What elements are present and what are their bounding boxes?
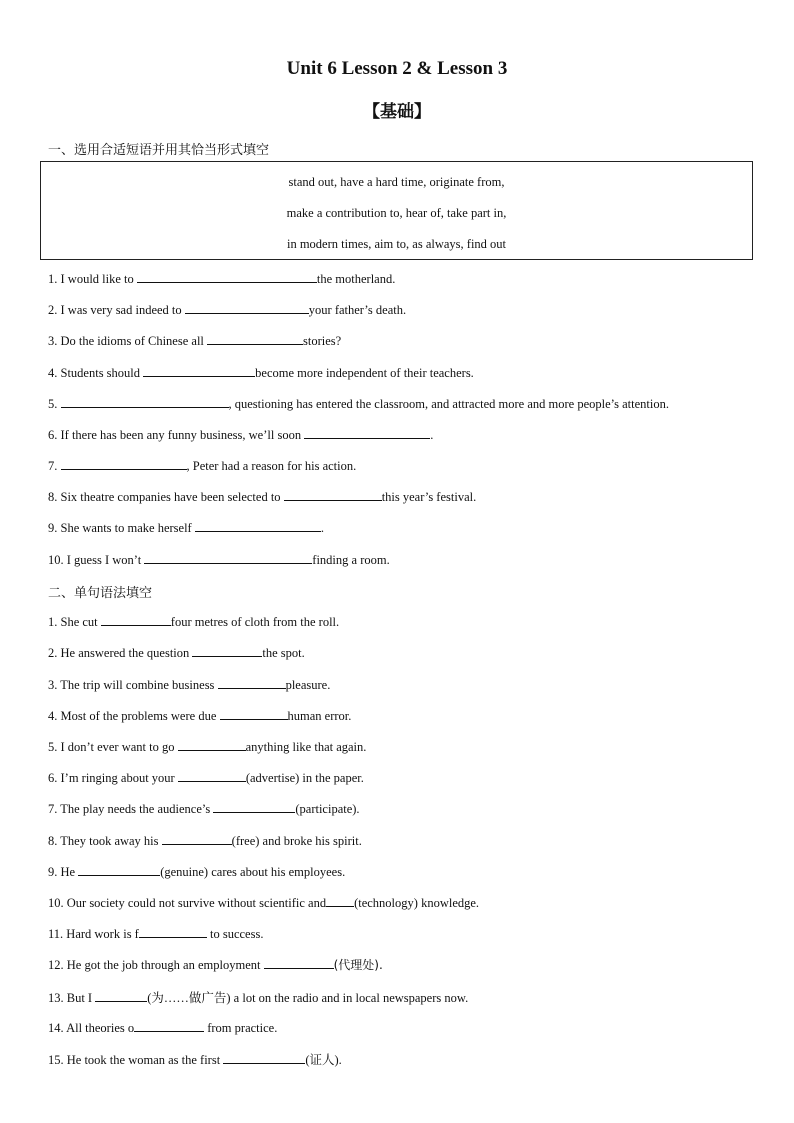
question-text-after: stories?: [303, 334, 342, 348]
question-text-before: The trip will combine business: [60, 678, 218, 692]
question-number: 8.: [48, 834, 58, 848]
question-number: 15.: [48, 1053, 64, 1067]
question-text-before: Hard work is f: [66, 927, 139, 941]
word-box-line: make a contribution to, hear of, take part in,: [286, 206, 507, 220]
question-number: 2.: [48, 646, 58, 660]
answer-blank[interactable]: [137, 270, 317, 283]
answer-blank[interactable]: [207, 332, 303, 345]
answer-blank[interactable]: [185, 301, 309, 314]
question-item: [48, 800, 360, 817]
question-text-after: from practice.: [204, 1021, 278, 1035]
answer-blank[interactable]: [213, 800, 295, 813]
question-item: [48, 457, 356, 474]
word-box: [40, 161, 753, 260]
question-text-after: become more independent of their teachers.: [255, 366, 474, 380]
answer-blank[interactable]: [326, 894, 354, 907]
answer-blank[interactable]: [61, 395, 229, 408]
question-text-after: , questioning has entered the classroom, and attracted more and more people’s attention.: [228, 397, 669, 411]
question-item: [48, 769, 364, 786]
question-number: 7.: [48, 459, 58, 473]
question-number: 6.: [48, 771, 58, 785]
answer-blank[interactable]: [218, 676, 286, 689]
question-text-before: He answered the question: [60, 646, 193, 660]
question-text-before: If there has been any funny business, we’ll soon: [60, 428, 305, 442]
question-number: 3.: [48, 334, 58, 348]
question-text-before: Most of the problems were due: [60, 709, 220, 723]
question-text-before: They took away his: [60, 834, 162, 848]
question-text-after: (participate).: [295, 802, 360, 816]
question-text-before: I guess I won’t: [66, 553, 145, 567]
question-text-after: finding a room.: [312, 553, 390, 567]
question-item: [48, 395, 669, 412]
question-text-after: to success.: [206, 927, 264, 941]
question-text-after: your father’s death.: [308, 303, 407, 317]
answer-blank[interactable]: [195, 519, 321, 532]
page-subtitle: 【基础】: [363, 102, 431, 122]
question-item: [48, 676, 330, 693]
answer-blank[interactable]: [264, 956, 334, 969]
question-text-before: I don’t ever want to go: [60, 740, 178, 754]
question-number: 7.: [48, 802, 58, 816]
question-text-before: The play needs the audience’s: [60, 802, 214, 816]
question-text-before: She wants to make herself: [60, 521, 195, 535]
answer-blank[interactable]: [220, 707, 288, 720]
question-text-after: anything like that again.: [245, 740, 367, 754]
question-number: 10.: [48, 896, 64, 910]
question-item: [48, 1019, 277, 1036]
question-item: [48, 863, 345, 880]
question-text-after: this year’s festival.: [381, 490, 477, 504]
section2-heading: 二、单句语法填空: [48, 586, 153, 601]
question-item: [48, 925, 263, 942]
answer-blank[interactable]: [139, 925, 207, 938]
question-number: 13.: [48, 991, 64, 1005]
question-text-after: the motherland.: [316, 272, 396, 286]
question-item: [48, 707, 351, 724]
question-text-before: I’m ringing about your: [60, 771, 178, 785]
answer-blank[interactable]: [304, 426, 430, 439]
question-text-after: pleasure.: [285, 678, 331, 692]
question-text-after: (证人).: [305, 1053, 342, 1067]
answer-blank[interactable]: [178, 769, 246, 782]
question-number: 8.: [48, 490, 58, 504]
question-item: [48, 364, 474, 381]
question-item: [48, 270, 395, 287]
question-text-before: Do the idioms of Chinese all: [60, 334, 208, 348]
answer-blank[interactable]: [95, 989, 147, 1002]
question-item: [48, 988, 468, 1006]
question-item: [48, 1050, 342, 1068]
question-item: [48, 613, 339, 630]
question-text-before: Six theatre companies have been selected to: [60, 490, 284, 504]
question-item: [48, 488, 476, 505]
question-item: [48, 519, 324, 536]
question-text-after: (technology) knowledge.: [354, 896, 480, 910]
question-text-before: But I: [66, 991, 96, 1005]
question-text-before: Students should: [60, 366, 144, 380]
question-text-after: the spot.: [262, 646, 305, 660]
question-text-before: I would like to: [60, 272, 137, 286]
answer-blank[interactable]: [78, 863, 160, 876]
question-item: [48, 644, 305, 661]
question-text-after: (为……做广告) a lot on the radio and in local newspapers now.: [147, 991, 469, 1005]
answer-blank[interactable]: [134, 1019, 204, 1032]
question-text-after: human error.: [287, 709, 352, 723]
question-text-after: (genuine) cares about his employees.: [160, 865, 346, 879]
question-text-before: Our society could not survive without scientific and: [66, 896, 327, 910]
question-number: 5.: [48, 740, 58, 754]
question-text-before: All theories o: [66, 1021, 135, 1035]
question-number: 3.: [48, 678, 58, 692]
question-number: 14.: [48, 1021, 64, 1035]
question-text-after: , Peter had a reason for his action.: [186, 459, 357, 473]
question-number: 5.: [48, 397, 58, 411]
answer-blank[interactable]: [223, 1051, 305, 1064]
question-number: 6.: [48, 428, 58, 442]
answer-blank[interactable]: [178, 738, 246, 751]
question-item: [48, 332, 341, 349]
answer-blank[interactable]: [61, 457, 187, 470]
question-number: 10.: [48, 553, 64, 567]
question-number: 2.: [48, 303, 58, 317]
question-number: 12.: [48, 958, 64, 972]
question-text-after: (free) and broke his spirit.: [231, 834, 362, 848]
question-number: 1.: [48, 615, 58, 629]
question-text-after: (代理处).: [333, 958, 383, 972]
question-number: 1.: [48, 272, 58, 286]
answer-blank[interactable]: [143, 364, 255, 377]
question-item: [48, 738, 366, 755]
question-text-after: .: [430, 428, 434, 442]
question-text-before: I was very sad indeed to: [60, 303, 185, 317]
question-number: 9.: [48, 521, 58, 535]
answer-blank[interactable]: [284, 488, 382, 501]
question-text-before: He: [60, 865, 79, 879]
question-item: [48, 426, 433, 443]
answer-blank[interactable]: [144, 551, 312, 564]
answer-blank[interactable]: [101, 613, 171, 626]
question-item: [48, 894, 479, 911]
question-text-before: He got the job through an employment: [66, 958, 264, 972]
question-text-before: He took the woman as the first: [66, 1053, 224, 1067]
question-text-before: She cut: [60, 615, 101, 629]
question-number: 4.: [48, 709, 58, 723]
question-text-after: (advertise) in the paper.: [245, 771, 364, 785]
word-box-line: stand out, have a hard time, originate from,: [288, 175, 505, 189]
answer-blank[interactable]: [162, 832, 232, 845]
section1-heading: 一、选用合适短语并用其恰当形式填空: [48, 143, 270, 158]
question-number: 11.: [48, 927, 64, 941]
question-number: 9.: [48, 865, 58, 879]
question-number: 4.: [48, 366, 58, 380]
question-item: [48, 832, 362, 849]
answer-blank[interactable]: [192, 644, 262, 657]
question-text-after: four metres of cloth from the roll.: [170, 615, 340, 629]
question-item: [48, 956, 383, 973]
question-item: [48, 301, 406, 318]
question-text-after: .: [320, 521, 324, 535]
page-title: Unit 6 Lesson 2 & Lesson 3: [286, 58, 508, 79]
word-box-line: in modern times, aim to, as always, find out: [286, 237, 507, 251]
question-item: [48, 551, 390, 568]
